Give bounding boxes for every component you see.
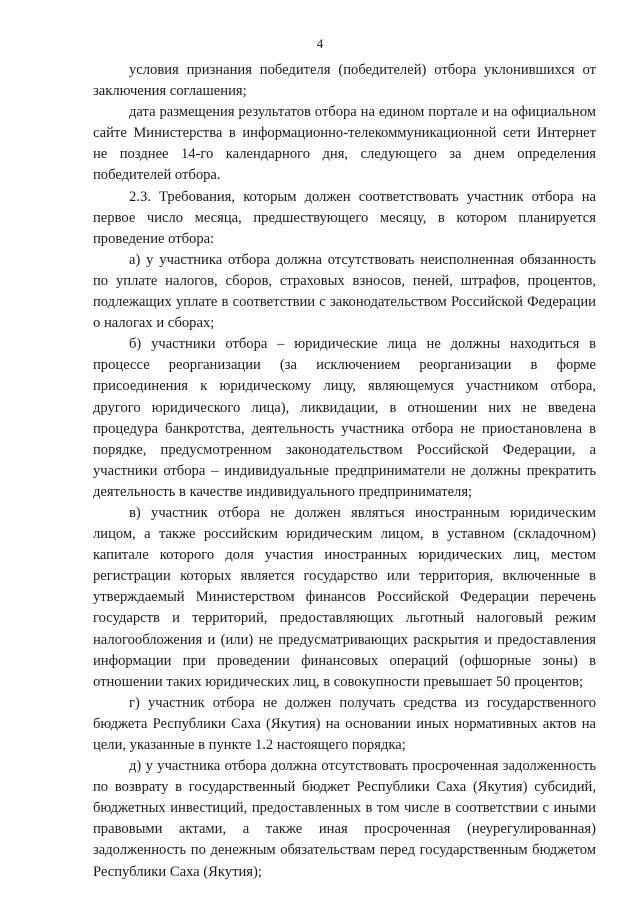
- paragraph-requirement-v: в) участник отбора не должен являться иностранным юридическим лицом, а также российским юридическим лицом, в уставном (складочном) капитале которого доля участия иностранных юридических лиц, местом регистрации которых является государство или территория, включенные в утверждаемый Министерством финансов Российской Федерации перечень государств и территорий, предоставляющих льготный налоговый режим налогообложения и (или) не предусматривающих раскрытия и предоставления информации при проведении финансовых операций (офшорные зоны) в отношении таких юридических лиц, в совокупности превышает 50 процентов;: [93, 504, 596, 690]
- paragraph-requirement-d: д) у участника отбора должна отсутствовать просроченная задолженность по возврату в государственный бюджет Республики Саха (Якутия) субсидий, бюджетных инвестиций, предоставленных в том числе в соответствии с иными правовыми актами, а также иная просроченная (неурегулированная) задолженность по денежным обязательствам перед государственным бюджетом Республики Саха (Якутия);: [93, 758, 596, 880]
- paragraph-requirement-b: б) участники отбора – юридические лица не должны находиться в процессе реорганизации (за исключением реорганизации в форме присоединения к юридическому лицу, являющемуся участником отбора, другого юридического лица), ликвидации, в отношении них не введена процедура банкротства, деятельность участника отбора не приостановлена в порядке, предусмотренном законодательством Российской Федерации, а участники отбора – индивидуальные предприниматели не должны прекратить деятельность в качестве индивидуального предпринимателя;: [93, 336, 596, 500]
- paragraph-requirement-a: а) у участника отбора должна отсутствовать неисполненная обязанность по уплате налогов, сборов, страховых взносов, пеней, штрафов, процентов, подлежащих уплате в соответствии с законодательством Российской Федерации о налогах и сборах;: [93, 251, 596, 332]
- paragraph-winner-evasion-conditions: условия признания победителя (победителей) отбора уклонившихся от заключения соглашения;: [93, 62, 596, 100]
- paragraph-results-publication-date: дата размещения результатов отбора на едином портале и на официальном сайте Министерства в информационно-телекоммуникационной сети Интернет не позднее 14-го календарного дня, следующего за днем определения победителей отбора.: [93, 104, 596, 184]
- paragraph-requirement-g: г) участник отбора не должен получать средства из государственного бюджета Республики Саха (Якутия) на основании иных нормативных актов на цели, указанные в пункте 1.2 настоящего порядка;: [93, 694, 596, 753]
- document-body: [93, 60, 596, 883]
- paragraph-section-2-3-requirements: 2.3. Требования, которым должен соответствовать участник отбора на первое число месяца, предшествующего месяцу, в котором планируется проведение отбора:: [93, 188, 596, 247]
- page-number: 4: [316, 36, 324, 51]
